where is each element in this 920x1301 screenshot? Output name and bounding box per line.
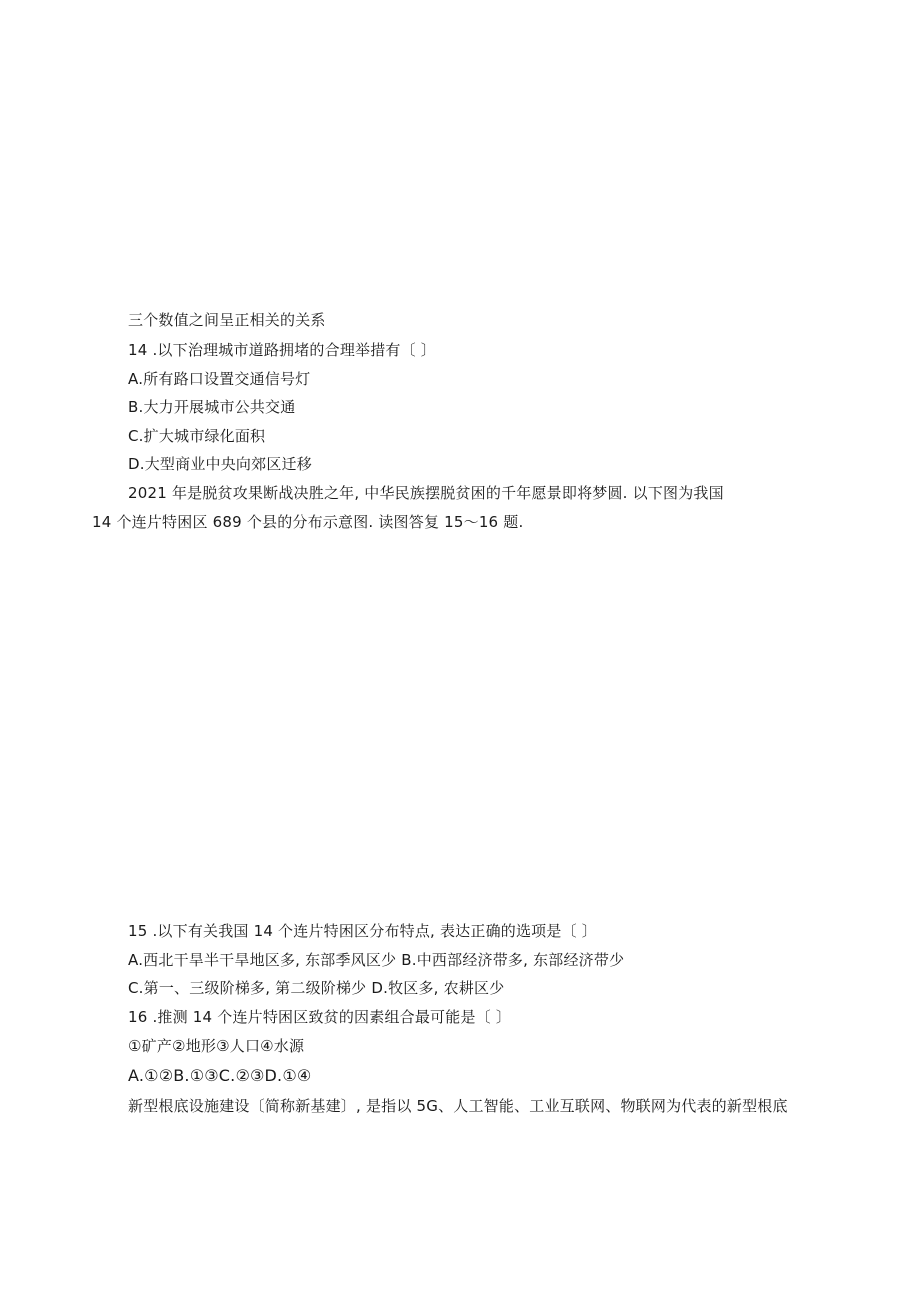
text-line-numeric-relation: 三个数值之间呈正相关的关系 [128, 311, 326, 329]
question-14-option-b: B.大力开展城市公共交通 [128, 398, 296, 416]
passage-intro-line-1: 2021 年是脱贫攻果断战决胜之年, 中华民族摆脱贫困的千年愿景即将梦圆. 以下图为我国 [128, 484, 724, 502]
question-14-option-d: D.大型商业中央向郊区迁移 [128, 455, 312, 473]
question-15-options-ab: A.西北干旱半干旱地区多, 东部季风区少 B.中西部经济带多, 东部经济带少 [128, 951, 625, 969]
question-14-stem: 14 .以下治理城市道路拥堵的合理举措有〔 〕 [128, 341, 436, 359]
question-15-stem: 15 .以下有关我国 14 个连片特困区分布特点, 表达正确的选项是〔 〕 [128, 922, 597, 940]
question-14-option-c: C.扩大城市绿化面积 [128, 427, 266, 445]
question-14-option-a: A.所有路口设置交通信号灯 [128, 370, 311, 388]
question-16-stem: 16 .推测 14 个连片特困区致贫的因素组合最可能是〔 〕 [128, 1008, 512, 1026]
question-16-factors: ①矿产②地形③人口④水源 [128, 1037, 305, 1055]
question-16-options: A.①②B.①③C.②③D.①④ [128, 1066, 312, 1085]
passage-new-infrastructure: 新型根底设施建设〔简称新基建〕, 是指以 5G、人工智能、工业互联网、物联网为代表的新型根底 [128, 1097, 788, 1115]
question-15-options-cd: C.第一、三级阶梯多, 第二级阶梯少 D.牧区多, 农耕区少 [128, 979, 505, 997]
map-figure-placeholder [92, 545, 828, 910]
passage-intro-line-2: 14 个连片特困区 689 个县的分布示意图. 读图答复 15～16 题. [92, 513, 524, 531]
